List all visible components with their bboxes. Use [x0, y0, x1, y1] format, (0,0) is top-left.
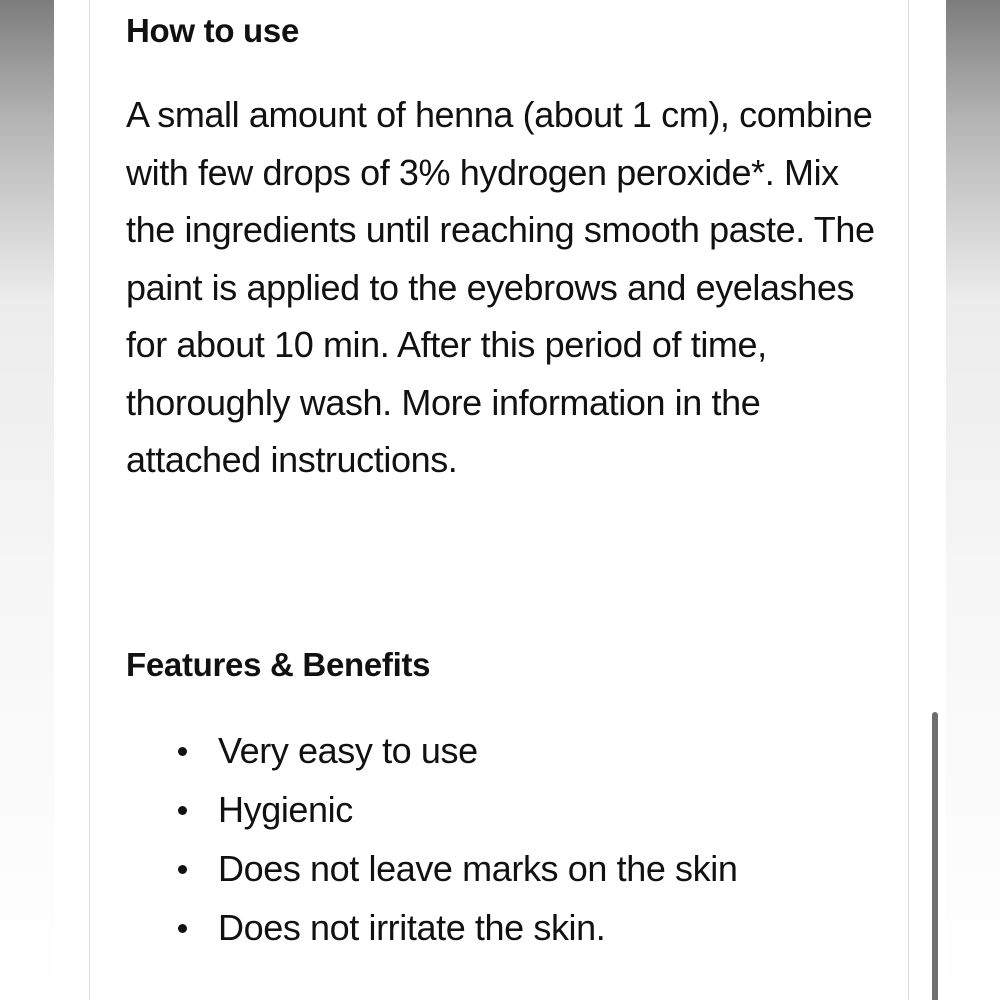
list-item	[126, 780, 737, 839]
bullet-dot-icon	[178, 806, 187, 815]
list-item	[126, 898, 737, 957]
feature-text: Hygienic	[218, 789, 353, 830]
features-list	[126, 721, 737, 957]
feature-text: Does not irritate the skin.	[218, 907, 606, 948]
scrollbar-thumb[interactable]	[932, 712, 938, 1000]
product-description-card	[89, 0, 909, 1000]
how-to-use-heading: How to use	[126, 12, 300, 49]
bullet-dot-icon	[178, 747, 187, 756]
background-edge-right	[946, 0, 1000, 1000]
page-gutter-right	[912, 0, 946, 1000]
bullet-dot-icon	[178, 924, 187, 933]
bullet-dot-icon	[178, 865, 187, 874]
feature-text: Does not leave marks on the skin	[218, 848, 738, 889]
feature-text: Very easy to use	[218, 730, 478, 771]
background-edge-left	[0, 0, 54, 1000]
list-item	[126, 721, 737, 780]
list-item	[126, 839, 737, 898]
features-benefits-heading: Features & Benefits	[126, 646, 431, 683]
how-to-use-paragraph: A small amount of henna (about 1 cm), combine with few drops of 3% hydrogen peroxide*. Mix the ingredients until reaching smooth paste. The paint is applied to the eyebrows and eyelashes for about 10 min. After this period of time, thoroughly wash. More information in the attached instructions.	[126, 94, 875, 480]
page-gutter-left	[54, 0, 90, 1000]
